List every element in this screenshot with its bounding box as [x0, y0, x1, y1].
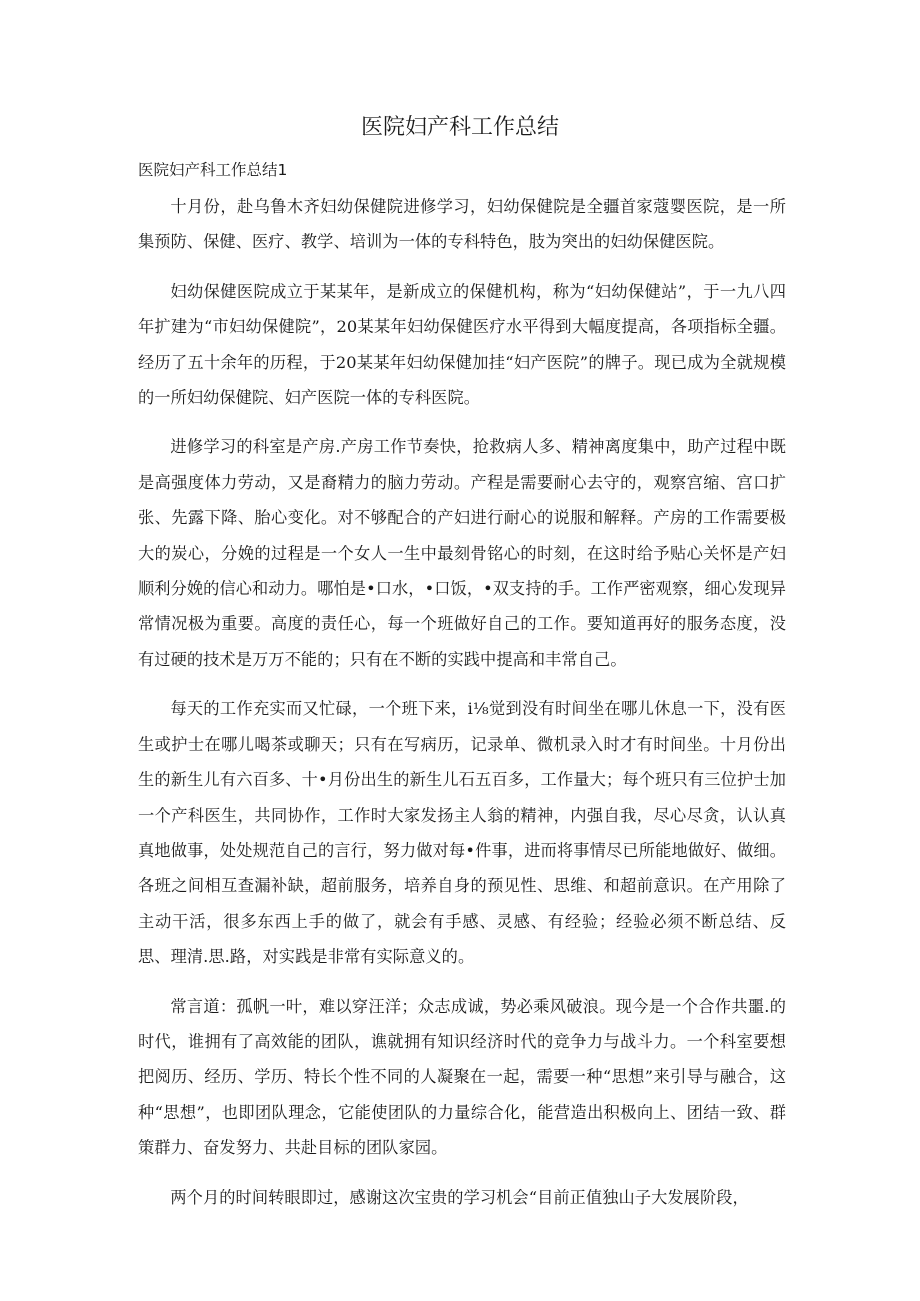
paragraph: 每天的工作充实而又忙碌，一个班下来，i⅛觉到没有时间坐在哪儿休息一下，没有医生或护士在哪儿喝茶或聊天；只有在写病历，记录单、微机录入时才有时间坐。十月份出生的新生儿有六百多、十•月份出生的新生儿石五百多，工作量大；每个班只有三位护士加一个产科医生，共同协作，工作时大家发扬主人翁的精神，内强自我，尽心尽贪，认认真真地做事，处处规范自己的言行，努力做对每•件事，进而将事情尽已所能地做好、做细。各班之间相互查漏补缺，超前服务，培养自身的预见性、思维、和超前意识。在产用除了主动干活，很多东西上手的做了，就会有手感、灵感、有经验；经验必须不断总结、反思、理清.思.路，对实践是非常有实际意义的。 [138, 699, 786, 967]
document-body [138, 189, 786, 1229]
paragraph: 两个月的时间转眼即过，感谢这次宝贵的学习机会“目前正值独山子大发展阶段， [170, 1187, 749, 1207]
paragraph: 妇幼保健医院成立于某某年，是新成立的保健机构，称为“妇幼保健站”，于一九八四年扩建为“市妇幼保健院”，20某某年妇幼保健医疗水平得到大幅度提高，各项指标全疆。经历了五十余年的历程，于20某某年妇幼保健加挂“妇产医院”的牌子。现已成为全就规模的一所妇幼保健院、妇产医院一体的专科医院。 [138, 281, 786, 408]
paragraph: 常言道：孤帆一叶，难以穿汪洋；众志成诚，势必乘风破浪。现今是一个合作共噩.的时代，谁拥有了高效能的团队，谯就拥有知识经济时代的竞争力与战斗力。一个科室要想把阅历、经历、学历、特长个性不同的人凝聚在一起，需要一种“思想”来引导与融合，这种“思想”，也即团队理念，它能使团队的力量综合化，能营造出积极向上、团结一致、群策群力、奋发努力、共赴目标的团队家园。 [138, 996, 786, 1158]
document-title: 医院妇产科工作总结 [360, 115, 559, 140]
paragraph: 十月份，赴乌鲁木齐妇幼保健院进修学习，妇幼保健院是全疆首家蔻婴医院，是一所集预防、保健、医疗、教学、培训为一体的专科特色，肢为突出的妇幼保健医院。 [138, 197, 786, 252]
paragraph: 进修学习的科室是产房.产房工作节奏快，抢救病人多、精神离度集中，助产过程中既是高强度体力劳动，又是裔精力的脑力劳动。产程是需要耐心去守的，观察宫缩、宫口扩张、先露下降、胎心变化。对不够配合的产妇进行耐心的说服和解释。产房的工作需要极大的炭心，分娩的过程是一个女人一生中最刻骨铭心的时刻，在这时给予贴心关怀是产妇顺利分娩的信心和动力。哪怕是•口水，•口饭，•双支持的手。工作严密观察，细心发现异常情况极为重要。高度的责任心，每一个班做好自己的工作。要知道再好的服务态度，没有过硬的技术是万万不能的；只有在不断的实践中提高和丰常自己。 [138, 437, 786, 669]
document-subtitle: 医院妇产科工作总结1 [138, 161, 288, 179]
